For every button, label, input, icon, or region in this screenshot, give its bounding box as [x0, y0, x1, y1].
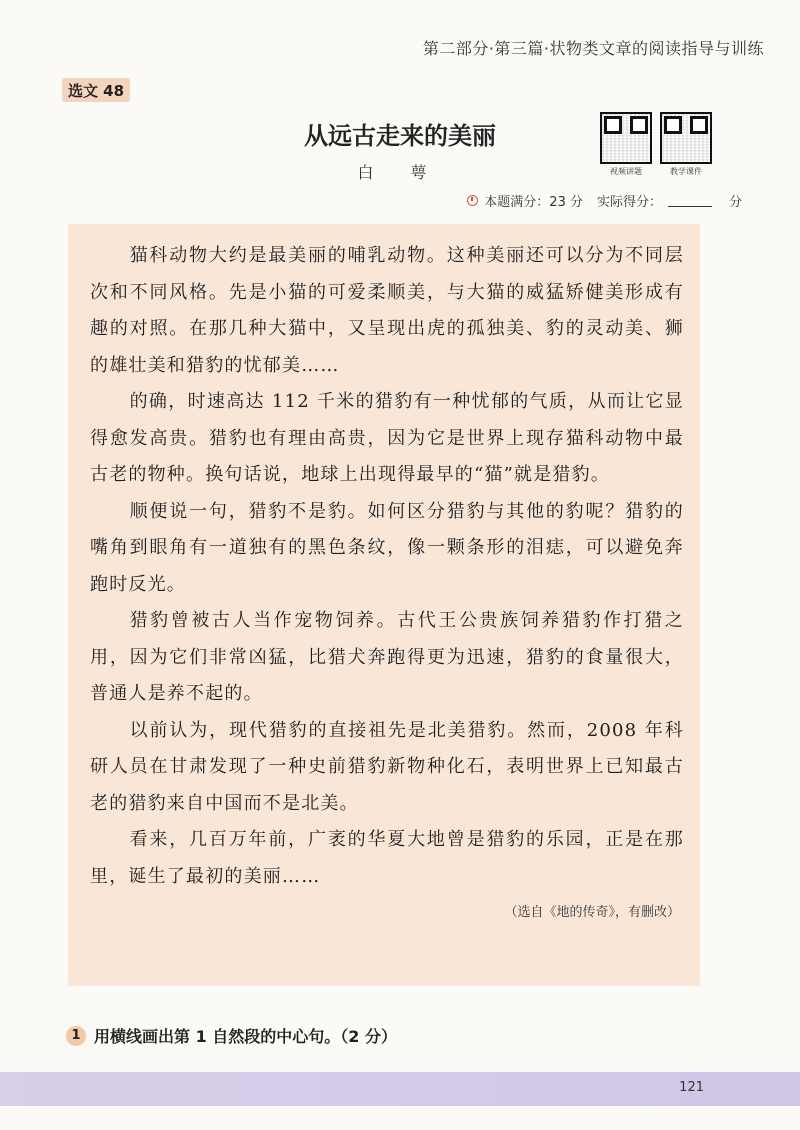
qr-courseware[interactable] — [658, 112, 714, 177]
passage-box — [68, 224, 700, 986]
score-blank[interactable] — [668, 194, 712, 207]
clock-icon — [467, 195, 478, 206]
full-score: 本题满分：23 分 — [484, 195, 583, 210]
question-number: 1 — [66, 1026, 86, 1046]
qr-video[interactable] — [598, 112, 654, 177]
passage-tag: 选文 48 — [62, 78, 130, 102]
article-title: 从远古走来的美丽 — [304, 122, 496, 150]
qr-label: 教学课件 — [670, 167, 702, 176]
paragraph: 猎豹曾被古人当作宠物饲养。古代王公贵族饲养猎豹作打猎之用，因为它们非常凶猛，比猎犬奔跑得更为迅速，猎豹的食量很大，普通人是养不起的。 — [90, 610, 684, 704]
qr-code-icon[interactable] — [600, 112, 652, 164]
source-citation: （选自《地的传奇》，有删改） — [504, 905, 680, 920]
qr-label: 视频讲题 — [610, 167, 642, 176]
question-1 — [66, 1024, 397, 1047]
paragraph: 以前认为，现代猎豹的直接祖先是北美猎豹。然而，2008 年科研人员在甘肃发现了一种史前猎豹新物种化石，表明世界上已知最古老的猎豹来自中国而不是北美。 — [90, 719, 684, 814]
paragraph: 看来，几百万年前，广袤的华夏大地曾是猎豹的乐园，正是在那里，诞生了最初的美丽…… — [90, 829, 684, 887]
section-header: 第二部分·第三篇·状物类文章的阅读指导与训练 — [422, 39, 764, 58]
article-author: 白 萼 — [357, 163, 443, 182]
paragraph: 猫科动物大约是最美丽的哺乳动物。这种美丽还可以分为不同层次和不同风格。先是小猫的可爱柔顺美，与大猫的威猛矫健美形成有趣的对照。在那几种大猫中，又呈现出虎的孤独美、豹的灵动美、狮的雄壮美和猎豹的忧郁美…… — [90, 245, 684, 376]
page-number: 121 — [679, 1080, 704, 1095]
actual-score-label: 实际得分： — [596, 195, 662, 210]
score-unit: 分 — [728, 195, 742, 210]
paragraph: 的确，时速高达 112 千米的猎豹有一种忧郁的气质，从而让它显得愈发高贵。猎豹也有理由高贵，因为它是世界上现存猫科动物中最古老的物种。换句话说，地球上出现得最早的“猫”就是猎豹。 — [90, 391, 684, 485]
score-line — [467, 191, 712, 210]
question-text: 用横线画出第 1 自然段的中心句。（2 分） — [94, 1027, 397, 1046]
qr-code-icon[interactable] — [660, 112, 712, 164]
paragraph: 顺便说一句，猎豹不是豹。如何区分猎豹与其他的豹呢？猎豹的嘴角到眼角有一道独有的黑色条纹，像一颗条形的泪痣，可以避免奔跑时反光。 — [90, 500, 684, 595]
